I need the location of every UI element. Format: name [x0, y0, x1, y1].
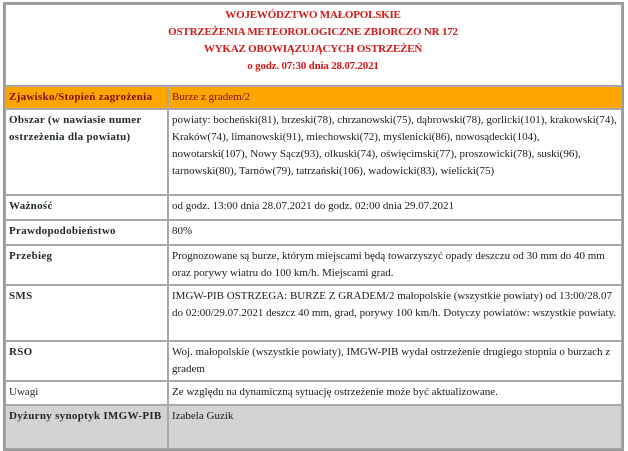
value-duty-forecaster: Izabela Guzik: [168, 405, 622, 449]
value-sms: IMGW-PIB OSTRZEGA: BURZE Z GRADEM/2 małopolskie (wszystkie powiaty) od 13:00/28.07 do 02:00/29.07.2021 deszcz 40 mm, grad, porywy 100 km/h. Dotyczy powiatów: wszystkie powiaty.: [168, 285, 622, 341]
label-validity: Ważność: [5, 195, 168, 220]
value-validity: od godz. 13:00 dnia 28.07.2021 do godz. 02:00 dnia 29.07.2021: [168, 195, 622, 220]
label-probability: Prawdopodobieństwo: [5, 220, 168, 245]
value-remarks: Ze względu na dynamiczną sytuację ostrzeżenie może być aktualizowane.: [168, 381, 622, 405]
label-sms: SMS: [5, 285, 168, 341]
value-probability: 80%: [168, 220, 622, 245]
title-line-list: WYKAZ OBOWIĄZUJĄCYCH OSTRZEŻEŃ: [203, 43, 423, 55]
title-line-datetime: o godz. 07:30 dnia 28.07.2021: [247, 60, 379, 72]
document-title: [5, 4, 622, 86]
label-remarks: Uwagi: [5, 381, 168, 405]
row-course: [5, 245, 622, 285]
row-sms: [5, 285, 622, 341]
label-rso: RSO: [5, 341, 168, 381]
row-area: [5, 109, 622, 195]
label-duty-forecaster: Dyżurny synoptyk IMGW-PIB: [5, 405, 168, 449]
row-validity: [5, 195, 622, 220]
title-row: [5, 4, 622, 86]
title-line-voivodeship: WOJEWÓDZTWO MAŁOPOLSKIE: [225, 9, 401, 21]
value-course: Prognozowane są burze, którym miejscami będą towarzyszyć opady deszczu od 30 mm do 40 mm oraz porywy wiatru do 100 km/h. Miejscami grad.: [168, 245, 622, 285]
label-area: Obszar (w nawiasie numer ostrzeżenia dla powiatu): [5, 109, 168, 195]
label-course: Przebieg: [5, 245, 168, 285]
row-remarks: [5, 381, 622, 405]
warning-table: [3, 2, 624, 451]
value-rso: Woj. małopolskie (wszystkie powiaty), IMGW-PIB wydał ostrzeżenie drugiego stopnia o burzach z gradem: [168, 341, 622, 381]
value-area: powiaty: bocheński(81), brzeski(78), chrzanowski(75), dąbrowski(78), gorlicki(101), krakowski(74), Kraków(74), limanowski(91), miechowski(72), myślenicki(86), nowosądecki(104), nowotarski(107), Nowy Sącz(93), olkuski(74), oświęcimski(77), proszowicki(78), suski(96), tarnowski(80), Tarnów(79), tatrzański(106), wadowicki(83), wielicki(75): [168, 109, 622, 195]
row-duty-forecaster: [5, 405, 622, 449]
value-phenomenon: Burze z gradem/2: [168, 86, 622, 109]
row-phenomenon: [5, 86, 622, 109]
label-phenomenon: Zjawisko/Stopień zagrożenia: [5, 86, 168, 109]
row-probability: [5, 220, 622, 245]
title-line-warnings: OSTRZEŻENIA METEOROLOGICZNE ZBIORCZO NR 172: [168, 26, 458, 38]
row-rso: [5, 341, 622, 381]
